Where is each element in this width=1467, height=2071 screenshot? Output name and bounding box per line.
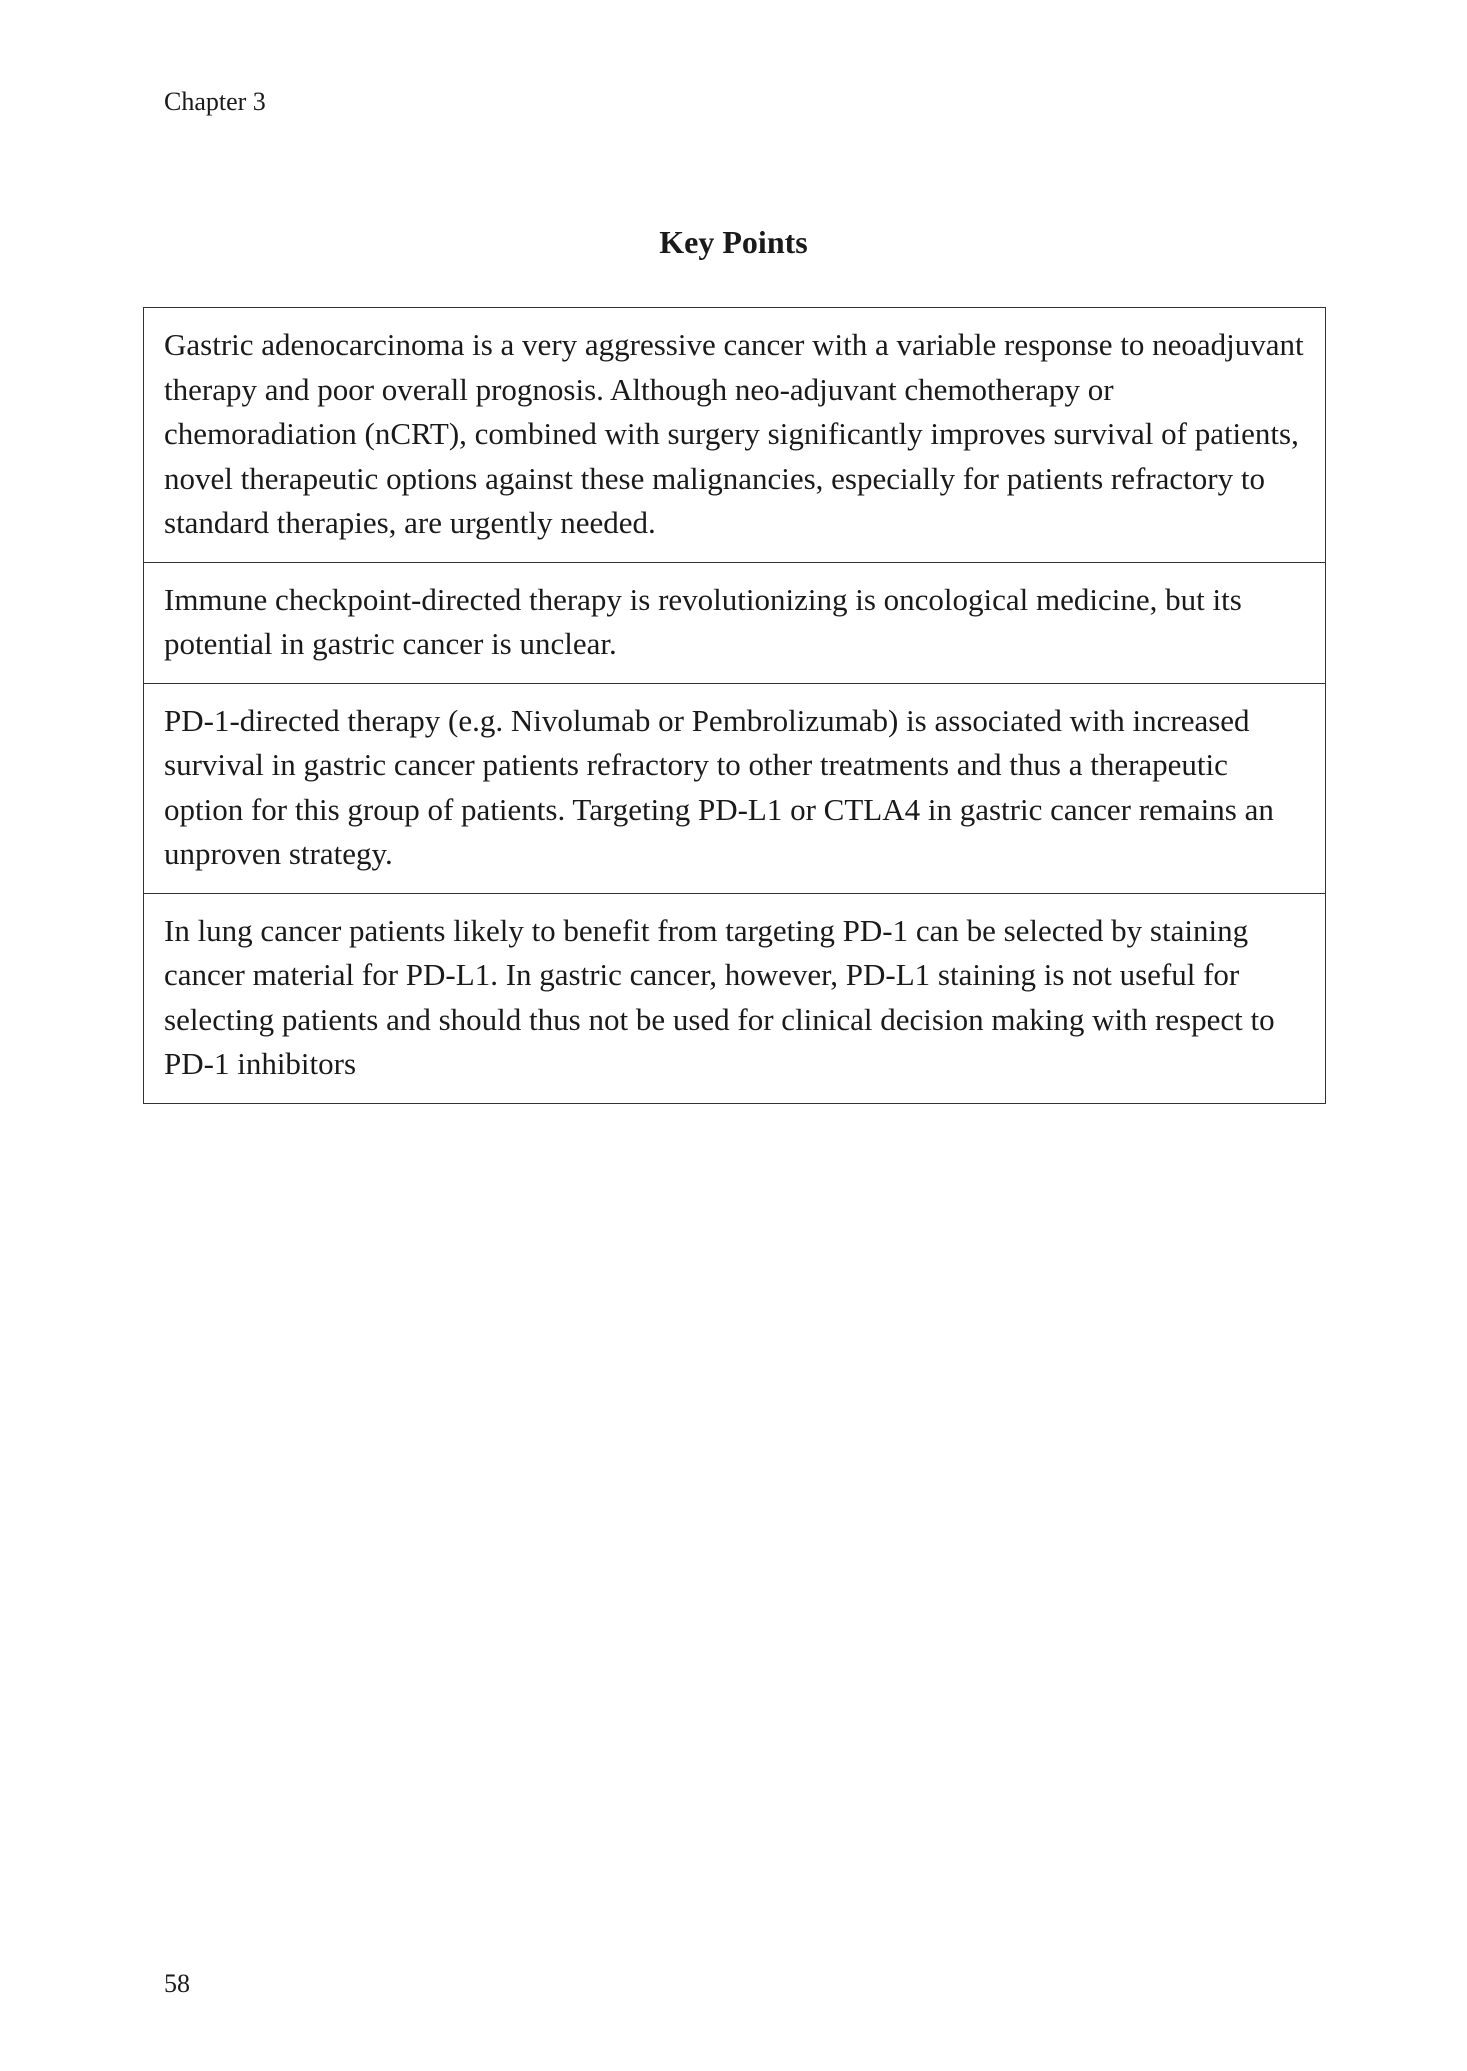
key-point-cell: In lung cancer patients likely to benefit from targeting PD-1 can be selected by staining cancer material for PD-L1. In gastric cancer, however, PD-L1 staining is not useful for selecting patients and should thus not be used for clinical decision making with respect to PD-1 inhibitors	[144, 893, 1326, 1103]
table-row	[144, 562, 1326, 683]
table-row	[144, 308, 1326, 563]
key-points-table	[143, 307, 1326, 1104]
table-row	[144, 893, 1326, 1103]
key-point-cell: Gastric adenocarcinoma is a very aggressive cancer with a variable response to neoadjuvant therapy and poor overall prognosis. Although neo-adjuvant chemotherapy or chemoradiation (nCRT), combined with surgery significantly improves survival of patients, novel therapeutic options against these malignancies, especially for patients refractory to standard therapies, are urgently needed.	[144, 308, 1326, 563]
key-point-cell: Immune checkpoint-directed therapy is revolutionizing is oncological medicine, but its potential in gastric cancer is unclear.	[144, 562, 1326, 683]
table-row	[144, 683, 1326, 893]
running-header: Chapter 3	[164, 87, 266, 116]
section-title: Key Points	[659, 224, 808, 260]
page-number: 58	[164, 1969, 190, 1998]
key-point-cell: PD-1-directed therapy (e.g. Nivolumab or Pembrolizumab) is associated with increased survival in gastric cancer patients refractory to other treatments and thus a therapeutic option for this group of patients. Targeting PD-L1 or CTLA4 in gastric cancer remains an unproven strategy.	[144, 683, 1326, 893]
